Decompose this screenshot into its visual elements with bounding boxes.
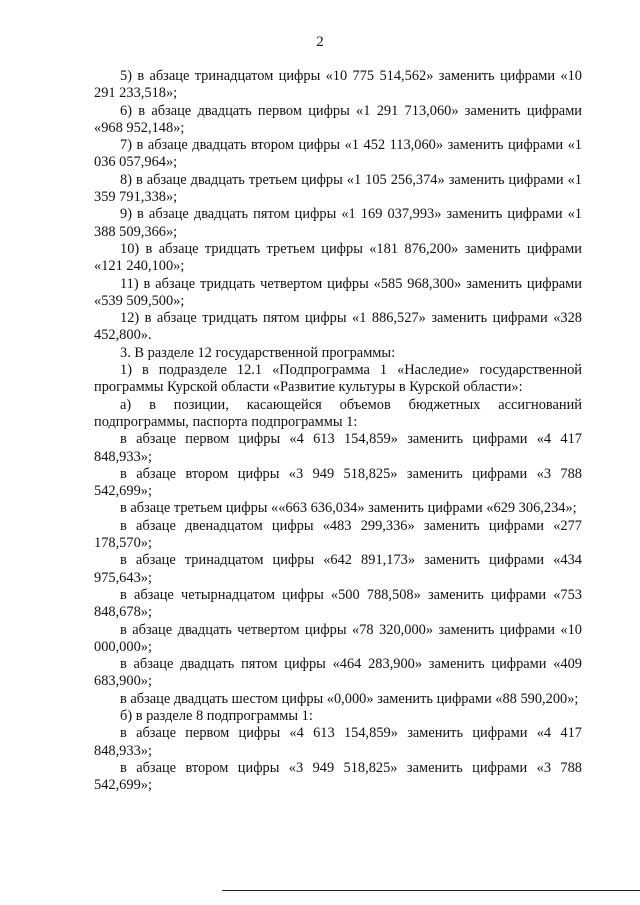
paragraph-replacement: в абзаце двадцать шестом цифры «0,000» заменить цифрами «88 590,200»;: [120, 690, 579, 707]
paragraph-replacement: в абзаце втором цифры «3 949 518,825» заменить цифрами «3 788 542,699»;: [94, 465, 582, 500]
paragraph-replacement: в абзаце двадцать четвертом цифры «78 320,000» заменить цифрами «10 000,000»;: [94, 621, 582, 655]
paragraph-replacement: в абзаце втором цифры «3 949 518,825» заменить цифрами «3 788 542,699»;: [94, 759, 582, 794]
document-body: [94, 68, 582, 794]
paragraph-item-9: 9) в абзаце двадцать пятом цифры «1 169 037,993» заменить цифрами «1 388 509,366»;: [94, 206, 582, 240]
page-number: 2: [316, 34, 324, 50]
subsection-intro: 1) в подразделе 12.1 «Подпрограмма 1 «Наследие» государственной программы Курской области «Развитие культуры в Курской области»:: [94, 362, 582, 396]
paragraph-replacement: в абзаце первом цифры «4 613 154,859» заменить цифрами «4 417 848,933»;: [94, 431, 582, 465]
paragraph-item-10: 10) в абзаце тридцать третьем цифры «181 876,200» заменить цифрами «121 240,100»;: [94, 240, 582, 275]
paragraph-replacement: в абзаце третьем цифры ««663 636,034» заменить цифрами «629 306,234»;: [120, 500, 577, 517]
paragraph-replacement: в абзаце первом цифры «4 613 154,859» заменить цифрами «4 417 848,933»;: [94, 725, 582, 759]
paragraph-replacement: в абзаце двенадцатом цифры «483 299,336» заменить цифрами «277 178,570»;: [94, 517, 582, 552]
paragraph-item-5: 5) в абзаце тринадцатом цифры «10 775 514,562» заменить цифрами «10 291 233,518»;: [94, 68, 582, 102]
paragraph-item-8: 8) в абзаце двадцать третьем цифры «1 105 256,374» заменить цифрами «1 359 791,338»;: [94, 171, 582, 206]
paragraph-replacement: в абзаце тринадцатом цифры «642 891,173» заменить цифрами «434 975,643»;: [94, 552, 582, 586]
paragraph-item-11: 11) в абзаце тридцать четвертом цифры «585 968,300» заменить цифрами «539 509,500»;: [94, 275, 582, 309]
paragraph-item-6: 6) в абзаце двадцать первом цифры «1 291 713,060» заменить цифрами «968 952,148»;: [94, 102, 582, 136]
paragraph-item-7: 7) в абзаце двадцать втором цифры «1 452 113,060» заменить цифрами «1 036 057,964»;: [94, 137, 582, 171]
paragraph-item-12: 12) в абзаце тридцать пятом цифры «1 886,527» заменить цифрами «328 452,800».: [94, 310, 582, 344]
subpoint-a: а) в позиции, касающейся объемов бюджетных ассигнований подпрограммы, паспорта подпрограммы 1:: [94, 396, 582, 430]
paragraph-replacement: в абзаце двадцать пятом цифры «464 283,900» заменить цифрами «409 683,900»;: [94, 656, 582, 690]
subpoint-b: б) в разделе 8 подпрограммы 1:: [120, 707, 313, 724]
section-heading: 3. В разделе 12 государственной программы:: [120, 344, 396, 361]
paragraph-replacement: в абзаце четырнадцатом цифры «500 788,508» заменить цифрами «753 848,678»;: [94, 586, 582, 621]
footer-divider: [222, 890, 640, 891]
